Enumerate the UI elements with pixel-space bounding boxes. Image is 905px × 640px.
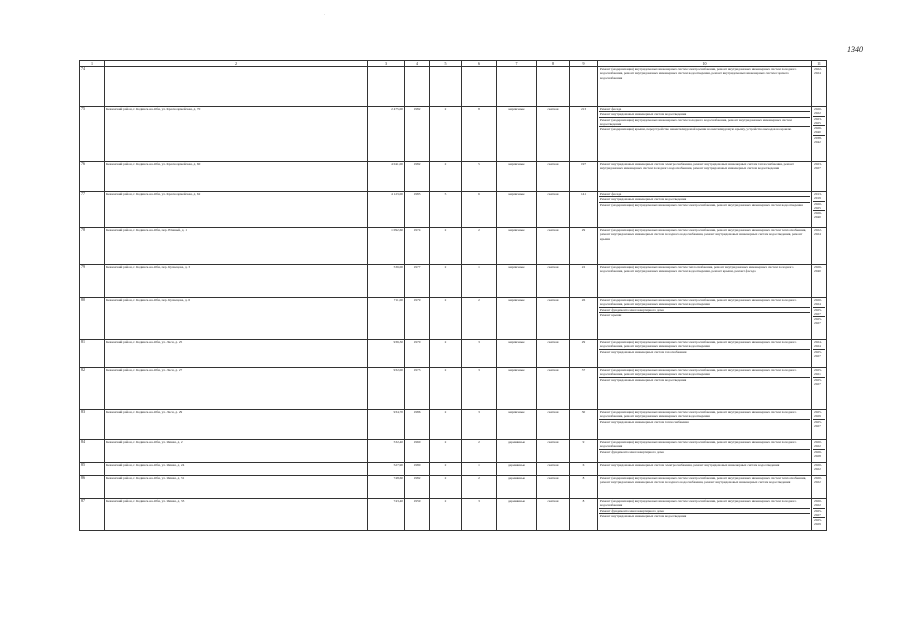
column-header: 2 bbox=[105, 61, 368, 67]
table-row bbox=[80, 368, 827, 410]
page-number: 1340 bbox=[847, 45, 863, 54]
cell-roof: скатная bbox=[537, 162, 570, 192]
cell-floors: 2 bbox=[430, 107, 462, 162]
cell-years bbox=[812, 463, 827, 476]
cell-wall: кирпичные bbox=[497, 107, 537, 162]
cell-wall bbox=[497, 67, 537, 107]
cell-entrances: 2 bbox=[462, 476, 497, 499]
cell-year: 1974 bbox=[405, 228, 430, 265]
cell-num: 77 bbox=[80, 192, 105, 228]
cell-address: Кежемский район, г. Кодинск-на-Оби, ул. Красноармейская, д. 60 bbox=[105, 162, 368, 192]
cell-residents: 8 bbox=[570, 499, 598, 531]
work-item: Ремонт (модернизация) крыши, переустройство невентилируемой крыши на вентилируемую крышу, устройство выходов на кровлю bbox=[600, 127, 792, 132]
cell-entrances bbox=[462, 67, 497, 107]
cell-num: 82 bbox=[80, 368, 105, 410]
cell-wall: деревянные bbox=[497, 499, 537, 531]
cell-address: Кежемский район, г. Кодинск-на-Оби, пер. Кузнецова, д. 3 bbox=[105, 265, 368, 298]
cell-roof: скатная bbox=[537, 463, 570, 476]
cell-works bbox=[598, 476, 812, 499]
table-row bbox=[80, 228, 827, 265]
cell-roof: скатная bbox=[537, 440, 570, 463]
cell-year: 1983 bbox=[405, 192, 430, 228]
cell-years bbox=[812, 298, 827, 340]
cell-address: Кежемский район, г. Кодинск-на-Оби, ул. Ямная, д. 33 bbox=[105, 499, 368, 531]
cell-residents: 22 bbox=[570, 265, 598, 298]
cell-wall: кирпичные bbox=[497, 265, 537, 298]
cell-year: 1973 bbox=[405, 368, 430, 410]
cell-residents: 8 bbox=[570, 476, 598, 499]
cell-works bbox=[598, 368, 812, 410]
column-header: 3 bbox=[368, 61, 405, 67]
cell-wall: кирпичные bbox=[497, 340, 537, 368]
work-item: Ремонт фундамента многоквартирного дома bbox=[600, 449, 664, 454]
year-item: 2020-2022 bbox=[813, 499, 825, 509]
work-item: Ремонт внутридомовых инженерных систем водоотведения bbox=[599, 112, 810, 117]
cell-address: Кежемский район, г. Кодинск-на-Оби, пер. Кузнецова, д. 6 bbox=[105, 298, 368, 340]
cell-roof: скатная bbox=[537, 499, 570, 531]
year-item: 2025-2027 bbox=[814, 377, 822, 386]
year-item: 2020-2025 bbox=[813, 202, 825, 212]
table-row bbox=[80, 192, 827, 228]
table-row bbox=[80, 107, 827, 162]
work-item: Ремонт внутридомовых инженерных систем газоснабжения bbox=[600, 349, 687, 354]
cell-address: Кежемский район, г. Кодинск-на-Оби, ул. Ямная, д. 31 bbox=[105, 476, 368, 499]
cell-num: 74 bbox=[80, 67, 105, 107]
cell-entrances: 3 bbox=[462, 340, 497, 368]
cell-years bbox=[812, 440, 827, 463]
cell-years bbox=[812, 107, 827, 162]
cell-year: 1986 bbox=[405, 410, 430, 440]
cell-works bbox=[598, 265, 812, 298]
table-row bbox=[80, 265, 827, 298]
cell-roof: скатная bbox=[537, 368, 570, 410]
year-item: 2025-2027 bbox=[813, 308, 825, 318]
cell-year: 1982 bbox=[405, 107, 430, 162]
table-row bbox=[80, 298, 827, 340]
work-item: Ремонт (модернизация) внутридомовых инженерных систем электроснабжения, ремонт внутридомовых инженерных систем холодного водоснабжения bbox=[599, 499, 810, 509]
year-item: 2025-2029 bbox=[813, 410, 825, 420]
table-row bbox=[80, 463, 827, 476]
cell-address: Кежемский район, г. Кодинск-на-Оби, ул. Лесн, д. 27 bbox=[105, 368, 368, 410]
cell-year: 1982 bbox=[405, 162, 430, 192]
cell-floors: 2 bbox=[430, 410, 462, 440]
year-item: 2024-2024 bbox=[813, 340, 825, 350]
cell-num: 85 bbox=[80, 463, 105, 476]
year-item: 2020-2022 bbox=[814, 476, 822, 485]
cell-address: Кежемский район, г. Кодинск-на-Оби, ул. Лесн, д. 29 bbox=[105, 410, 368, 440]
cell-entrances: 2 bbox=[462, 440, 497, 463]
cell-area: 711,00 bbox=[368, 298, 405, 340]
cell-floors: 2 bbox=[430, 440, 462, 463]
cell-years bbox=[812, 162, 827, 192]
cell-wall: кирпичные bbox=[497, 228, 537, 265]
cell-floors: 2 bbox=[430, 228, 462, 265]
cell-years bbox=[812, 368, 827, 410]
cell-floors: 2 bbox=[430, 340, 462, 368]
column-header: 7 bbox=[497, 61, 537, 67]
year-item: 2022-2024 bbox=[814, 228, 822, 237]
year-item: 2025-2021 bbox=[813, 368, 825, 378]
cell-residents: 29 bbox=[570, 228, 598, 265]
year-item: 2026-2040 bbox=[814, 211, 822, 220]
cell-num: 75 bbox=[80, 107, 105, 162]
cell-year: 1977 bbox=[405, 265, 430, 298]
cell-wall: кирпичные bbox=[497, 298, 537, 340]
cell-roof: скатная bbox=[537, 107, 570, 162]
column-header: 1 bbox=[80, 61, 105, 67]
cell-address: Кежемский район, г. Кодинск-на-Оби, ул. Лесн, д. 25 bbox=[105, 340, 368, 368]
cell-residents: 37 bbox=[570, 368, 598, 410]
cell-years bbox=[812, 67, 827, 107]
cell-residents: 141 bbox=[570, 192, 598, 228]
cell-residents: 29 bbox=[570, 340, 598, 368]
year-item: 2026-2040 bbox=[814, 265, 822, 274]
cell-address: Кежемский район, г. Кодинск-на-Оби, ул. Красноармейская, д. 62 bbox=[105, 192, 368, 228]
cell-entrances: 2 bbox=[462, 298, 497, 340]
cell-roof: скатная bbox=[537, 228, 570, 265]
cell-entrances: 3 bbox=[462, 368, 497, 410]
year-item: 2022-2024 bbox=[814, 67, 822, 76]
cell-residents: 197 bbox=[570, 162, 598, 192]
cell-year: 1982 bbox=[405, 476, 430, 499]
table-row bbox=[80, 410, 827, 440]
work-item: Ремонт внутридомовых инженерных систем электроснабжения, ремонт внутридомовых инженерных систем водоотведения bbox=[600, 463, 780, 467]
cell-works bbox=[598, 463, 812, 476]
cell-wall: кирпичные bbox=[497, 368, 537, 410]
cell-num: 76 bbox=[80, 162, 105, 192]
cell-entrances: 3 bbox=[462, 410, 497, 440]
cell-year: 1980 bbox=[405, 463, 430, 476]
year-item: 2020-2022 bbox=[813, 107, 825, 117]
cell-floors bbox=[430, 67, 462, 107]
year-item: 2025-2027 bbox=[814, 419, 822, 428]
work-item: Ремонт (модернизация) внутридомовых инженерных систем электроснабжения, ремонт внутридомовых инженерных систем холодного водоснабжения, ремонт внутридомовых инженерных систем водоотведения bbox=[599, 340, 810, 350]
cell-floors: 2 bbox=[430, 298, 462, 340]
column-header: 8 bbox=[537, 61, 570, 67]
year-item: 2025-2027 bbox=[814, 317, 822, 326]
cell-residents: 213 bbox=[570, 107, 598, 162]
cell-area: 934,70 bbox=[368, 410, 405, 440]
cell-works bbox=[598, 499, 812, 531]
cell-residents: 9 bbox=[570, 440, 598, 463]
cell-works bbox=[598, 228, 812, 265]
year-item: 2026-2040 bbox=[813, 126, 825, 136]
cell-area: 2 475,00 bbox=[368, 107, 405, 162]
cell-address: Кежемский район, г. Кодинск-на-Оби, ул. Ямная, д. 2 bbox=[105, 440, 368, 463]
cell-floors: 2 bbox=[430, 162, 462, 192]
cell-entrances: 1 bbox=[462, 463, 497, 476]
cell-years bbox=[812, 265, 827, 298]
year-item: 2025-2027 bbox=[813, 509, 825, 519]
cell-years bbox=[812, 340, 827, 368]
cell-area: 4 123,00 bbox=[368, 192, 405, 228]
cell-wall: деревянные bbox=[497, 440, 537, 463]
work-item: Ремонт (модернизация) внутридомовых инженерных систем электроснабжения, ремонт внутридомовых инженерных систем водоотведения bbox=[600, 202, 803, 207]
cell-wall: кирпичные bbox=[497, 162, 537, 192]
cell-works bbox=[598, 440, 812, 463]
cell-years bbox=[812, 499, 827, 531]
cell-num: 81 bbox=[80, 340, 105, 368]
cell-wall: деревянные bbox=[497, 476, 537, 499]
column-header: 4 bbox=[405, 61, 430, 67]
cell-area bbox=[368, 67, 405, 107]
cell-years bbox=[812, 410, 827, 440]
work-item: Ремонт фасада bbox=[599, 192, 810, 197]
cell-address: Кежемский район, г. Кодинск-на-Оби, пер. Южный, д. 1 bbox=[105, 228, 368, 265]
table-row bbox=[80, 340, 827, 368]
cell-roof: скатная bbox=[537, 340, 570, 368]
work-item: Ремонт (модернизация) внутридомовых инженерных систем электроснабжения, ремонт внутридомовых инженерных систем теплоснабжения, ремонт внутридомовых инженерных систем холодного водоснабжения, ремонт внутридомовых инженерных систем водоотведения, ремонт крыши bbox=[600, 228, 807, 241]
column-header: 10 bbox=[598, 61, 812, 67]
work-item: Ремонт внутридомовых инженерных систем водоотведения bbox=[600, 377, 687, 382]
cell-address: Кежемский район, г. Кодинск-на-Оби, ул. Ямная, д. 24 bbox=[105, 463, 368, 476]
cell-works bbox=[598, 298, 812, 340]
cell-residents bbox=[570, 67, 598, 107]
cell-wall: деревянные bbox=[497, 463, 537, 476]
cell-roof: скатная bbox=[537, 410, 570, 440]
table-row bbox=[80, 499, 827, 531]
year-item: 2025-2027 bbox=[814, 349, 822, 358]
cell-num: 87 bbox=[80, 499, 105, 531]
cell-works bbox=[598, 107, 812, 162]
work-item: Ремонт (модернизация) внутридомовых инженерных систем теплоснабжения, ремонт внутридомовых инженерных систем холодного водоснабжения, ремонт внутридомовых инженерных систем водоотведения, ремонт крыши, ремонт фасада bbox=[600, 265, 794, 274]
work-item: Ремонт фундамента многоквартирного дома bbox=[599, 308, 810, 313]
work-item: Ремонт (модернизация) внутридомовых инженерных систем холодного водоснабжения, ремонт внутридомовых инженерных систем водоотведения bbox=[599, 118, 810, 128]
work-item: Ремонт крыши bbox=[600, 312, 622, 317]
work-item: Ремонт (модернизация) внутридомовых инженерных систем электроснабжения, ремонт внутридомовых инженерных систем холодного водоснабжения bbox=[599, 440, 810, 450]
cell-area: 936,30 bbox=[368, 340, 405, 368]
year-item: 2023-2025 bbox=[813, 117, 825, 127]
cell-floors: 2 bbox=[430, 368, 462, 410]
cell-works bbox=[598, 410, 812, 440]
year-item: 2025-2029 bbox=[814, 518, 822, 527]
table-row bbox=[80, 476, 827, 499]
cell-years bbox=[812, 192, 827, 228]
cell-area: 536,00 bbox=[368, 265, 405, 298]
cell-area: 743,40 bbox=[368, 499, 405, 531]
cell-area: 532,40 bbox=[368, 440, 405, 463]
work-item: Ремонт фасада bbox=[599, 107, 810, 112]
cell-floors: 2 bbox=[430, 463, 462, 476]
cell-works bbox=[598, 340, 812, 368]
cell-residents: 6 bbox=[570, 463, 598, 476]
year-item: 2023-2027 bbox=[814, 162, 822, 171]
cell-area: 527,90 bbox=[368, 463, 405, 476]
cell-roof: скатная bbox=[537, 298, 570, 340]
column-header: 9 bbox=[570, 61, 598, 67]
cell-area: 932,00 bbox=[368, 368, 405, 410]
cell-entrances: 5 bbox=[462, 162, 497, 192]
cell-entrances: 3 bbox=[462, 499, 497, 531]
cell-year: 1979 bbox=[405, 298, 430, 340]
cell-year: 1970 bbox=[405, 340, 430, 368]
cell-num: 84 bbox=[80, 440, 105, 463]
cell-works bbox=[598, 192, 812, 228]
cell-entrances: 2 bbox=[462, 228, 497, 265]
cell-wall: кирпичные bbox=[497, 192, 537, 228]
year-item: 2020-2022 bbox=[814, 463, 822, 472]
cell-num: 80 bbox=[80, 298, 105, 340]
cell-floors: 2 bbox=[430, 476, 462, 499]
cell-years bbox=[812, 228, 827, 265]
table-row bbox=[80, 67, 827, 107]
cell-year bbox=[405, 67, 430, 107]
cell-num: 86 bbox=[80, 476, 105, 499]
work-item: Ремонт (модернизация) внутридомовых инженерных систем электроснабжения, ремонт внутридомовых инженерных систем теплоснабжения, ремонт внутридомовых инженерных систем холодного водоснабжения, ремонт внутридомовых инженерных систем водоотведения bbox=[600, 476, 807, 485]
cell-area: 1 092,60 bbox=[368, 228, 405, 265]
cell-year: 1959 bbox=[405, 499, 430, 531]
cell-address: Кежемский район, г. Кодинск-на-Оби, ул. Красноармейская, д. 70 bbox=[105, 107, 368, 162]
work-item: Ремонт внутридомовых инженерных систем электроснабжения, ремонт внутридомовых инженерных систем теплоснабжения, ремонт внутридомовых инженерных систем холодного водоснабжения, ремонт внутридомовых инженерных систем водоотведения bbox=[600, 162, 794, 171]
cell-area: 748,60 bbox=[368, 476, 405, 499]
work-item: Ремонт (модернизация) внутридомовых инженерных систем электроснабжения, ремонт внутридомовых инженерных систем холодного водоснабжения, ремонт внутридомовых инженерных систем водоотведения, ремонт внутридомовых инженерных систем горячего водоснабжения bbox=[600, 67, 797, 80]
table-body bbox=[80, 67, 827, 531]
year-item: 2026-2028 bbox=[814, 449, 822, 458]
cell-entrances: 6 bbox=[462, 192, 497, 228]
year-item: 2020-2022 bbox=[813, 440, 825, 450]
year-item: 2020-2024 bbox=[813, 298, 825, 308]
cell-entrances: 8 bbox=[462, 107, 497, 162]
work-item: Ремонт внутридомовых инженерных систем теплоснабжения bbox=[600, 419, 689, 424]
cell-floors: 2 bbox=[430, 499, 462, 531]
column-header: 6 bbox=[462, 61, 497, 67]
cell-num: 83 bbox=[80, 410, 105, 440]
cell-num: 79 bbox=[80, 265, 105, 298]
cell-years bbox=[812, 476, 827, 499]
year-item: 2013-2019 bbox=[813, 192, 825, 202]
year-item: 2038-2042 bbox=[814, 135, 822, 145]
work-item: Ремонт внутридомовых инженерных систем водоотведения bbox=[599, 197, 810, 202]
table-row bbox=[80, 440, 827, 463]
cell-roof: скатная bbox=[537, 265, 570, 298]
cell-residents: 26 bbox=[570, 298, 598, 340]
scan-dot: · bbox=[324, 12, 326, 17]
table-row bbox=[80, 162, 827, 192]
column-header: 11 bbox=[812, 61, 827, 67]
cell-works bbox=[598, 67, 812, 107]
cell-residents: 30 bbox=[570, 410, 598, 440]
cell-year: 1960 bbox=[405, 440, 430, 463]
work-item: Ремонт (модернизация) внутридомовых инженерных систем электроснабжения, ремонт внутридомовых инженерных систем холодного водоснабжения, ремонт внутридомовых инженерных систем водоотведения bbox=[599, 368, 810, 378]
work-item: Ремонт (модернизация) внутридомовых инженерных систем электроснабжения, ремонт внутридомовых инженерных систем холодного водоснабжения, ремонт внутридомовых инженерных систем водоотведения bbox=[599, 410, 810, 420]
cell-address bbox=[105, 67, 368, 107]
column-header: 5 bbox=[430, 61, 462, 67]
cell-floors: 5 bbox=[430, 192, 462, 228]
cell-num: 78 bbox=[80, 228, 105, 265]
cell-floors: 2 bbox=[430, 265, 462, 298]
work-item: Ремонт (модернизация) внутридомовых инженерных систем электроснабжения, ремонт внутридомовых инженерных систем холодного водоснабжения, ремонт внутридомовых инженерных систем водоотведения bbox=[599, 298, 810, 308]
work-item: Ремонт фундамента многоквартирного дома bbox=[599, 509, 810, 514]
cell-works bbox=[598, 162, 812, 192]
cell-roof bbox=[537, 67, 570, 107]
cell-entrances: 1 bbox=[462, 265, 497, 298]
housing-register-table bbox=[79, 60, 827, 531]
work-item: Ремонт внутридомовых инженерных систем водоотведения bbox=[600, 513, 687, 518]
cell-area: 4 041,00 bbox=[368, 162, 405, 192]
cell-roof: скатная bbox=[537, 476, 570, 499]
cell-wall: кирпичные bbox=[497, 410, 537, 440]
cell-roof: скатная bbox=[537, 192, 570, 228]
